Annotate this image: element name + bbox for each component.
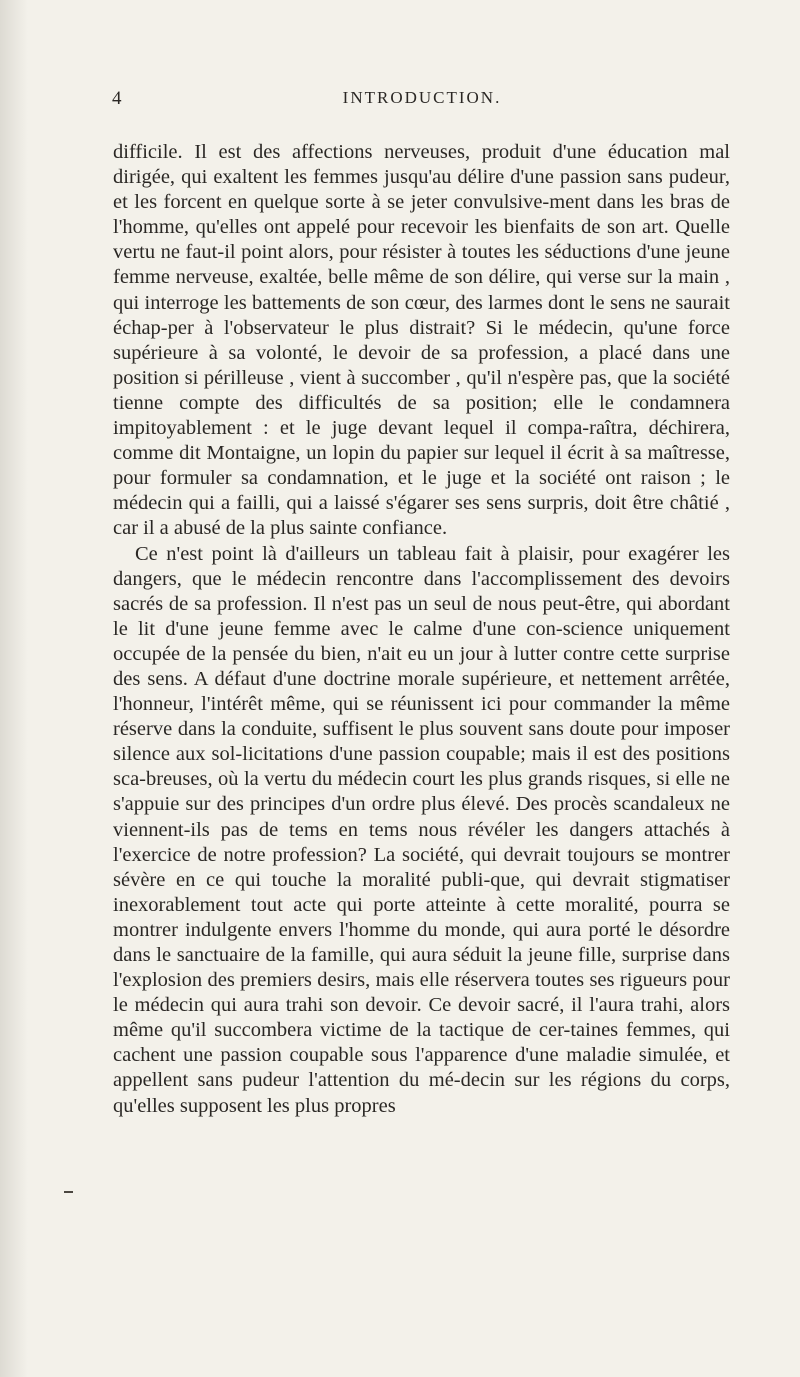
page-gutter-shadow — [0, 0, 28, 1377]
running-title: INTRODUCTION. — [342, 88, 502, 107]
page-number: 4 — [112, 88, 122, 109]
paragraph-2: Ce n'est point là d'ailleurs un tableau fait à plaisir, pour exagérer les dangers, que le médecin rencontre dans l'accomplissement des devoirs sacrés de sa profession. Il n'est pas un seul de nous peut-être, qui abordant le lit d'une jeune femme avec le calme d'une con-science uniquement occupée de la pensée du bien, n'ait eu un jour à lutter contre cette surprise des sens. A défaut d'une doctrine morale supérieure, et nettement arrêtée, l'honneur, l'intérêt même, qui se réunissent ici pour commander la même réserve dans la conduite, suffisent le plus souvent sans doute pour imposer silence aux sol-licitations d'une passion coupable; mais il est des positions sca-breuses, où la vertu du médecin court les plus grands risques, si elle ne s'appuie sur des principes d'un ordre plus élevé. Des procès scandaleux ne viennent-ils pas de tems en tems nous révéler les dangers attachés à l'exercice de notre profession? La société, qui devrait toujours se montrer sévère en ce qui touche la moralité publi-que, qui devrait stigmatiser inexorablement tout acte qui porte atteinte à cette moralité, pourra se montrer indulgente envers l'homme du monde, qui aura porté le désordre dans le sanctuaire de la famille, qui aura séduit la jeune fille, surprise dans l'explosion des premiers desirs, mais elle réservera toutes ses rigueurs pour le médecin qui aura trahi son devoir. Ce devoir sacré, il l'aura trahi, alors même qu'il succombera victime de la tactique de cer-taines femmes, qui cachent une passion coupable sous l'apparence d'une maladie simulée, et appellent sans pudeur l'attention du mé-decin sur les régions du corps, qu'elles supposent les plus propres — [113, 542, 730, 1117]
body-text — [113, 140, 730, 1119]
paragraph-1: difficile. Il est des affections nerveuses, produit d'une éducation mal dirigée, qui exaltent les femmes jusqu'au délire d'une passion sans pudeur, et les forcent en quelque sorte à se jeter convulsive-ment dans les bras de l'homme, qu'elles ont appelé pour recevoir les bienfaits de son art. Quelle vertu ne faut-il point alors, pour résister à toutes les séductions d'une jeune femme nerveuse, exaltée, belle même de son délire, qui verse sur la main , qui interroge les battements de son cœur, des larmes dont le sens ne saurait échap-per à l'observateur le plus distrait? Si le médecin, qu'une force supérieure à sa volonté, le devoir de sa profession, a placé dans une position si périlleuse , vient à succomber , qu'il n'espère pas, que la société tienne compte des difficultés de sa position; elle le condamnera impitoyablement : et le juge devant lequel il compa-raîtra, déchirera, comme dit Montaigne, un lopin du papier sur lequel il écrit à sa maîtresse, pour formuler sa condamnation, et le juge et la société ont raison ; le médecin qui a failli, qui a laissé s'égarer ses sens surpris, doit être châtié , car il a abusé de la plus sainte confiance. — [113, 141, 730, 540]
running-header — [112, 88, 732, 116]
margin-mark — [64, 1191, 73, 1193]
